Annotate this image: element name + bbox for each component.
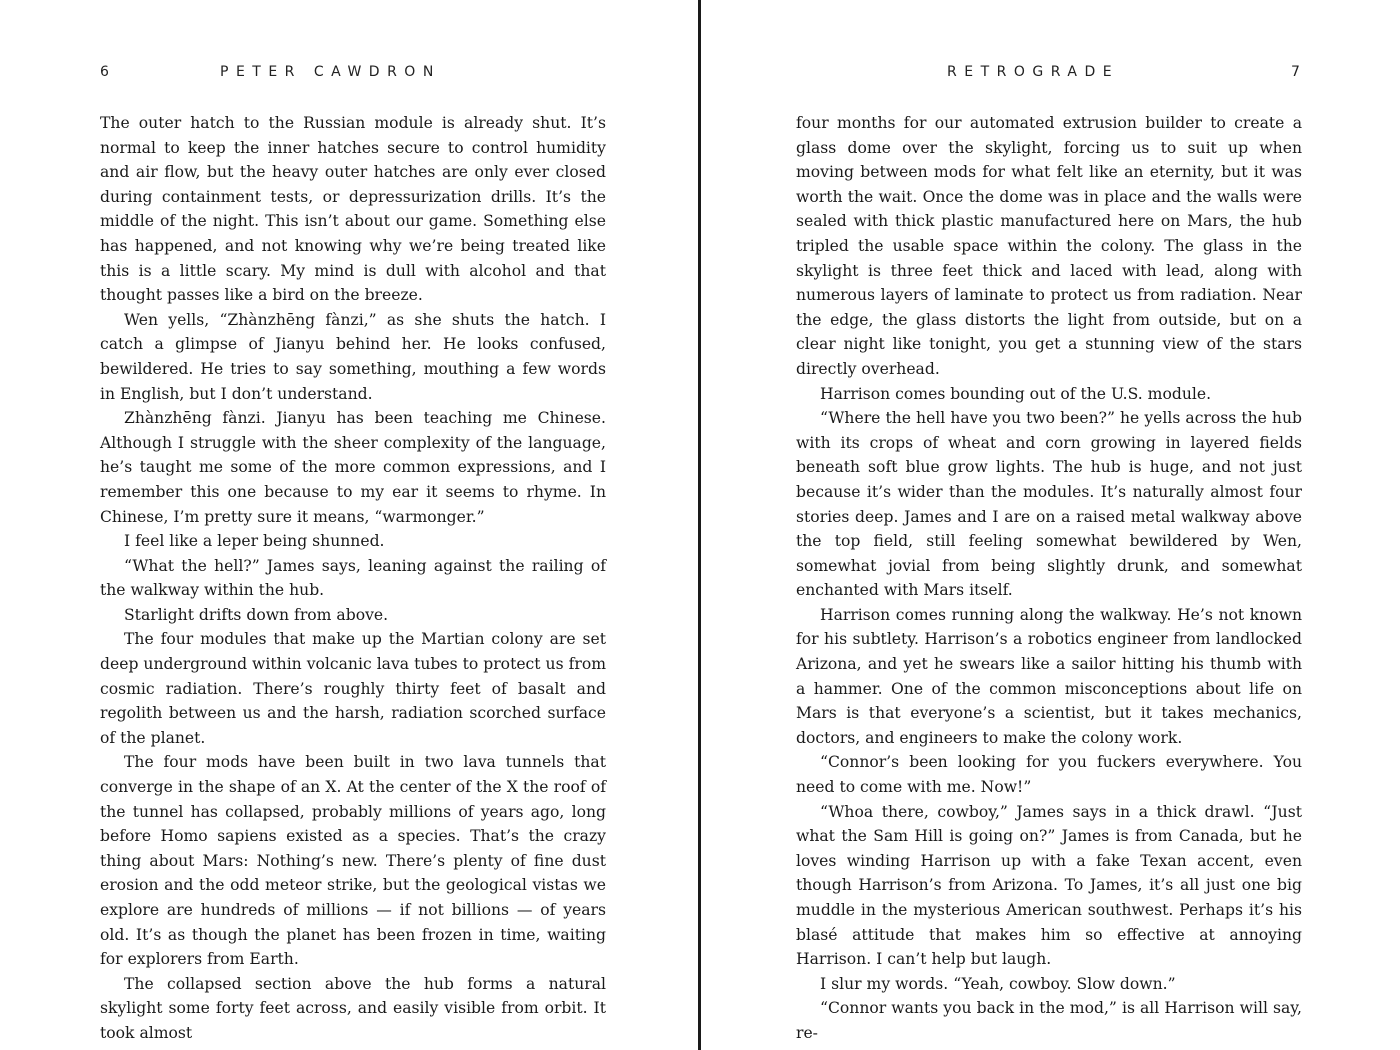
left-running-head-author: PETER CAWDRON (220, 64, 441, 80)
paragraph: four months for our automated extrusion builder to create a glass dome over the skylight, forcing us to suit up when moving between mods for what felt like an eternity, but it was worth the wait. Once the dome was in place and the walls were sealed with thick plastic manufactured here on Mars, the hub tripled the usable space within the colony. The glass in the skylight is three feet thick and laced with lead, along with numerous layers of laminate to protect us from radiation. Near the edge, the glass distorts the light from outside, but on a clear night like tonight, you get a stunning view of the stars directly overhead. (796, 114, 1302, 378)
paragraph: Zhànzhēng fànzi. Jianyu has been teaching me Chinese. Although I struggle with the sheer complexity of the language, he’s taught me some of the more common expressions, and I remember this one because to my ear it seems to rhyme. In Chinese, I’m pretty sure it means, “warmonger.” (100, 409, 606, 526)
paragraph: “Where the hell have you two been?” he yells across the hub with its crops of wheat and corn growing in layered fields beneath soft blue grow lights. The hub is huge, and not just because it’s wider than the modules. It’s naturally almost four stories deep. James and I are on a raised metal walkway above the top field, still feeling somewhat bewildered by Wen, somewhat jovial from being slightly drunk, and somewhat enchanted with Mars itself. (796, 409, 1302, 600)
paragraph: Harrison comes bounding out of the U.S. module. (820, 384, 1212, 403)
paragraph: Wen yells, “Zhànzhēng fànzi,” as she shuts the hatch. I catch a glimpse of Jianyu behind her. He looks confused, bewildered. He tries to say something, mouthing a few words in English, but I don’t understand. (100, 310, 606, 403)
paragraph: “What the hell?” James says, leaning against the railing of the walkway within the hub. (100, 556, 606, 600)
paragraph: Harrison comes running along the walkway. He’s not known for his subtlety. Harrison’s a robotics engineer from landlocked Arizona, and yet he swears like a sailor hitting his thumb with a hammer. One of the common misconceptions about life on Mars is that everyone’s a scientist, but it takes mechanics, doctors, and engineers to make the colony work. (796, 605, 1302, 747)
paragraph: “Connor’s been looking for you fuckers everywhere. You need to come with me. Now!” (796, 753, 1302, 797)
paragraph: The four mods have been built in two lava tunnels that converge in the shape of an X. At the center of the X the roof of the tunnel has collapsed, probably millions of years ago, long before Homo sapiens existed as a species. That’s the crazy thing about Mars: Nothing’s new. There’s plenty of fine dust erosion and the odd meteor strike, but the geological vistas we explore are hundreds of millions — if not billions — of years old. It’s as though the planet has been frozen in time, waiting for explorers from Earth. (100, 753, 606, 969)
paragraph: The collapsed section above the hub forms a natural skylight some forty feet across, and easily visible from orbit. It took almost (100, 974, 606, 1042)
left-page (0, 0, 699, 1050)
paragraph: Starlight drifts down from above. (124, 605, 389, 624)
left-page-number: 6 (100, 64, 109, 80)
right-page-body (796, 111, 1302, 1046)
right-page (700, 0, 1399, 1050)
paragraph: I feel like a leper being shunned. (124, 532, 385, 551)
paragraph: “Whoa there, cowboy,” James says in a thick drawl. “Just what the Sam Hill is going on?” James is from Canada, but he loves winding Harrison up with a fake Texan accent, even though Harrison’s from Arizona. To James, it’s all just one big muddle in the mysterious American southwest. Perhaps it’s his blasé attitude that makes him so effective at annoying Harrison. I can’t help but laugh. (796, 802, 1302, 969)
paragraph: The four modules that make up the Martian colony are set deep underground within volcanic lava tubes to protect us from cosmic radiation. There’s roughly thirty feet of basalt and regolith between us and the harsh, radiation scorched surface of the planet. (100, 630, 606, 747)
paragraph: I slur my words. “Yeah, cowboy. Slow down.” (820, 974, 1176, 993)
left-page-body (100, 111, 606, 1046)
right-page-number: 7 (1291, 64, 1300, 80)
paragraph: “Connor wants you back in the mod,” is all Harrison will say, re- (796, 999, 1302, 1042)
paragraph: The outer hatch to the Russian module is already shut. It’s normal to keep the inner hatches secure to control humidity and air flow, but the heavy outer hatches are only ever closed during containment tests, or depressurization drills. It’s the middle of the night. This isn’t about our game. Something else has happened, and not knowing why we’re being treated like this is a little scary. My mind is dull with alcohol and that thought passes like a bird on the breeze. (100, 114, 606, 305)
page-gutter-divider (698, 0, 701, 1050)
right-running-head-title: RETROGRADE (947, 64, 1120, 80)
